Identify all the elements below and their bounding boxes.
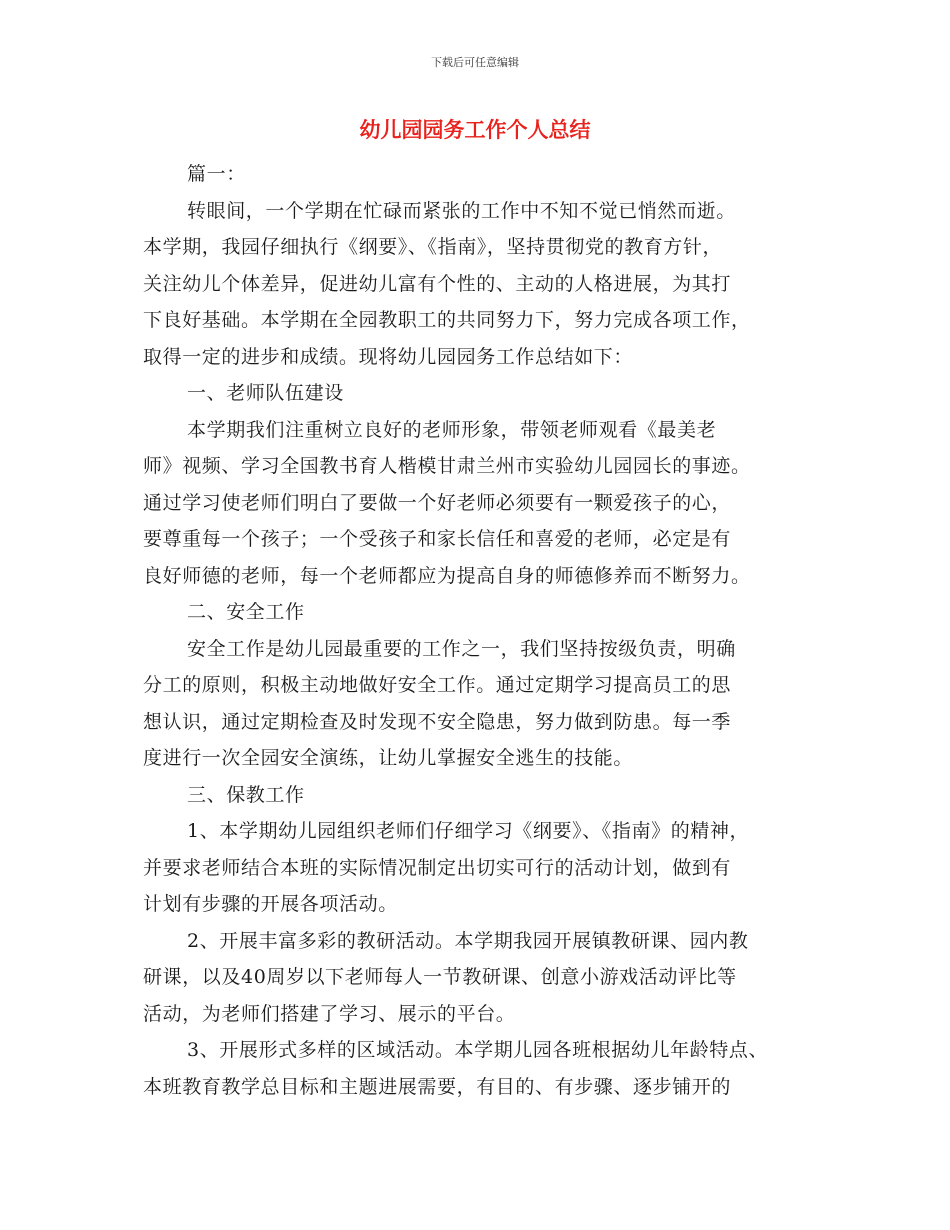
body-line: 转眼间，一个学期在忙碌而紧张的工作中不知不觉已悄然而逝。 xyxy=(187,199,736,222)
body-line: 想认识，通过定期检查及时发现不安全隐患，努力做到防患。每一季 xyxy=(143,710,732,733)
body-line: 三、保教工作 xyxy=(187,783,305,806)
body-line: 研课，以及40周岁以下老师每人一节教研课、创意小游戏活动评比等 xyxy=(143,966,737,988)
body-line: 良好师德的老师，每一个老师都应为提高自身的师德修养而不断努力。 xyxy=(143,564,751,587)
body-line: 活动，为老师们搭建了学习、展示的平台。 xyxy=(143,1002,516,1025)
body-line: 取得一定的进步和成绩。现将幼儿园园务工作总结如下： xyxy=(143,345,634,368)
body-line: 关注幼儿个体差异，促进幼儿富有个性的、主动的人格进展，为其打 xyxy=(143,272,732,295)
body-line: 分工的原则，积极主动地做好安全工作。通过定期学习提高员工的思 xyxy=(143,674,732,696)
body-line: 下良好基础。本学期在全园教职工的共同努力下，努力完成各项工作， xyxy=(143,309,751,331)
document-title: 幼儿园园务工作个人总结 xyxy=(359,118,591,142)
body-line: 篇一： xyxy=(187,163,246,185)
body-line: 本学期，我园仔细执行《纲要》、《指南》，坚持贯彻党的教育方针， xyxy=(143,236,723,258)
body-line: 1、本学期幼儿园组织老师们仔细学习《纲要》、《指南》的精神， xyxy=(187,820,750,842)
body-line: 度进行一次全园安全演练，让幼儿掌握安全逃生的技能。 xyxy=(143,747,634,769)
body-line: 要尊重每一个孩子；一个受孩子和家长信任和喜爱的老师，必定是有 xyxy=(143,528,732,550)
body-line: 本班教育教学总目标和主题进展需要，有目的、有步骤、逐步铺开的 xyxy=(143,1075,732,1098)
body-line: 3、开展形式多样的区域活动。本学期儿园各班根据幼儿年龄特点、 xyxy=(187,1039,769,1061)
header-note: 下载后可任意编辑 xyxy=(431,56,519,69)
body-line: 并要求老师结合本班的实际情况制定出切实可行的活动计划，做到有 xyxy=(143,856,732,879)
body-line: 通过学习使老师们明白了要做一个好老师必须要有一颗爱孩子的心， xyxy=(143,491,732,514)
body-line: 安全工作是幼儿园最重要的工作之一，我们坚持按级负责，明确 xyxy=(187,637,736,660)
body-line: 一、老师队伍建设 xyxy=(187,382,344,404)
document-body xyxy=(143,156,833,1105)
body-line: 二、安全工作 xyxy=(187,601,305,623)
body-line: 2、开展丰富多彩的教研活动。本学期我园开展镇教研课、园内教 xyxy=(187,929,749,952)
body-line: 师》视频、学习全国教书育人楷模甘肃兰州市实验幼儿园园长的事迹。 xyxy=(143,455,751,477)
body-line: 本学期我们注重树立良好的老师形象，带领老师观看《最美老 xyxy=(187,418,717,441)
body-line: 计划有步骤的开展各项活动。 xyxy=(143,893,398,915)
